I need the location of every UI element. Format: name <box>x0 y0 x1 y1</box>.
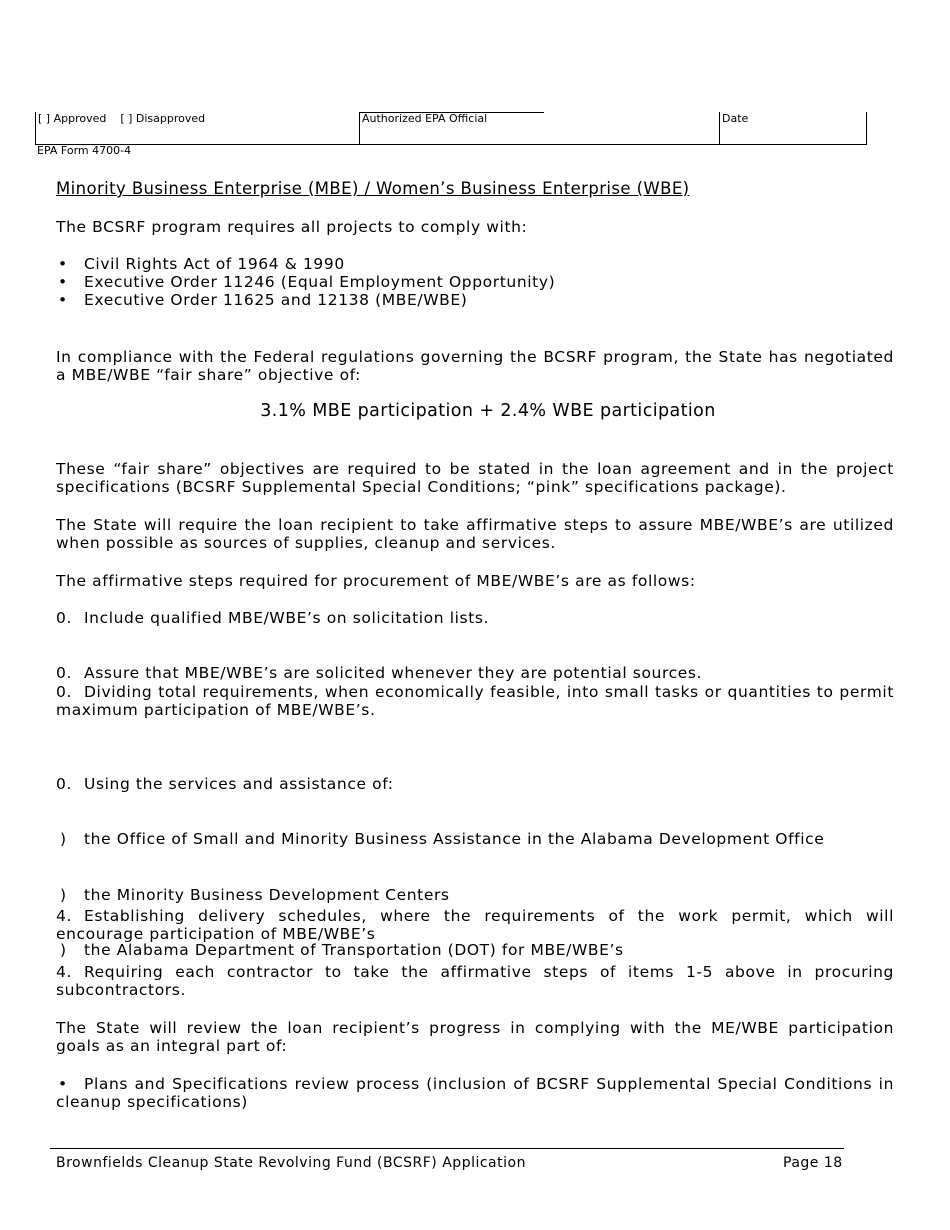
footer-rule <box>50 1148 844 1149</box>
review-list-item: • Plans and Specifications review process (inclusion of BCSRF Supplemental Special Conditions in cleanup specifications) <box>56 1075 894 1111</box>
table-bottom-rule <box>35 144 867 145</box>
list-item: • Executive Order 11625 and 12138 (MBE/WBE) <box>58 291 468 309</box>
step-item: 0. Using the services and assistance of: <box>56 775 394 793</box>
official-cell <box>359 112 720 144</box>
list-item: • Executive Order 11246 (Equal Employment Opportunity) <box>58 273 556 291</box>
step-item: 0. Dividing total requirements, when economically feasible, into small tasks or quantities to permit maximum participation of MBE/WBE’s. <box>56 683 894 719</box>
approval-table <box>35 112 867 145</box>
approval-status-cell <box>35 112 360 144</box>
official-label: Authorized EPA Official <box>362 112 488 125</box>
assistance-item: ) the Alabama Department of Transportation (DOT) for MBE/WBE’s <box>60 941 624 959</box>
review-paragraph: The State will review the loan recipient’s progress in complying with the ME/WBE participation goals as an integral part of: <box>56 1019 894 1055</box>
form-number: EPA Form 4700-4 <box>37 144 132 157</box>
bullet-icon: • <box>58 291 68 309</box>
affirmative-paragraph: The State will require the loan recipient to take affirmative steps to assure MBE/WBE’s are utilized when possible as sources of supplies, cleanup and services. <box>56 516 894 552</box>
bullet-icon: • <box>58 255 68 273</box>
date-label: Date <box>722 112 749 125</box>
steps-intro: The affirmative steps required for procurement of MBE/WBE’s are as follows: <box>56 572 696 590</box>
fair-share-paragraph: These “fair share” objectives are required to be stated in the loan agreement and in the project specifications (BCSRF Supplemental Special Conditions; “pink” specifications package). <box>56 460 894 496</box>
intro-text: The BCSRF program requires all projects to comply with: <box>56 218 528 236</box>
bullet-icon: • <box>58 273 68 291</box>
participation-target: 3.1% MBE participation + 2.4% WBE participation <box>260 401 716 421</box>
approval-status-text: [ ] Approved [ ] Disapproved <box>38 112 206 125</box>
step-item: 4. Requiring each contractor to take the affirmative steps of items 1-5 above in procuring subcontractors. <box>56 963 894 999</box>
assistance-item: ) the Minority Business Development Centers <box>60 886 450 904</box>
assistance-item: ) the Office of Small and Minority Business Assistance in the Alabama Development Office <box>60 830 825 848</box>
step-item: 0. Include qualified MBE/WBE’s on solicitation lists. <box>56 609 490 627</box>
compliance-list <box>56 255 894 309</box>
date-cell <box>719 112 867 144</box>
negotiation-paragraph: In compliance with the Federal regulations governing the BCSRF program, the State has negotiated a MBE/WBE “fair share” objective of: <box>56 348 894 384</box>
step-item: 4. Establishing delivery schedules, where the requirements of the work permit, which will encourage participation of MBE/WBE’s <box>56 907 894 943</box>
footer-title: Brownfields Cleanup State Revolving Fund (BCSRF) Application <box>56 1155 526 1171</box>
section-heading: Minority Business Enterprise (MBE) / Women’s Business Enterprise (WBE) <box>56 179 690 198</box>
list-item: • Civil Rights Act of 1964 & 1990 <box>58 255 345 273</box>
page-number: Page 18 <box>783 1155 843 1171</box>
step-item: 0. Assure that MBE/WBE’s are solicited whenever they are potential sources. <box>56 664 703 682</box>
